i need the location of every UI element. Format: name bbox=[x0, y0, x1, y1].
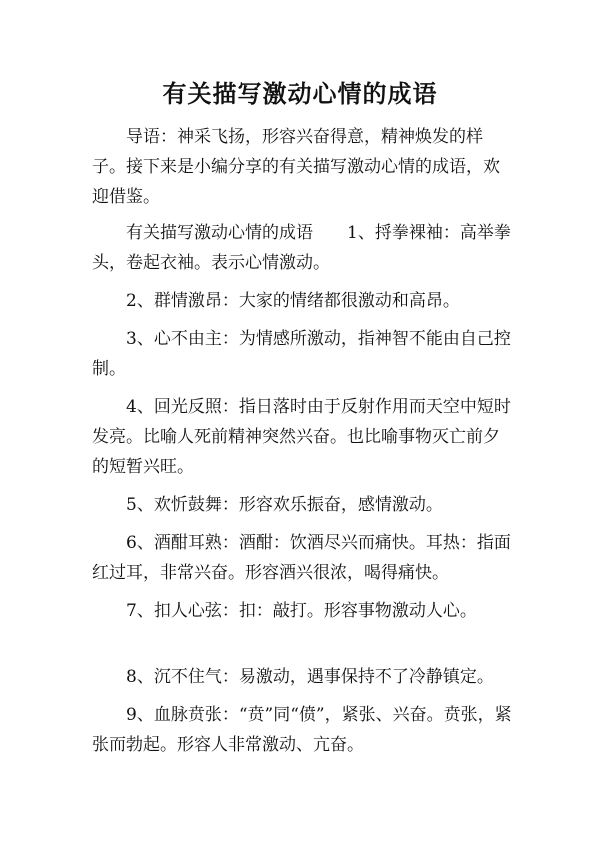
document-body bbox=[92, 122, 512, 760]
paragraph-intro: 导语：神采飞扬，形容兴奋得意，精神焕发的样子。接下来是小编分享的有关描写激动心情的成语，欢迎借鉴。 bbox=[92, 127, 500, 207]
paragraph-item-6: 6、酒酣耳熟：酒酣：饮酒尽兴而痛快。耳热：指面红过耳，非常兴奋。形容酒兴很浓，喝得痛快。 bbox=[92, 533, 511, 583]
paragraph-item-8: 8、沉不住气：易激动，遇事保持不了冷静镇定。 bbox=[126, 667, 494, 687]
paragraph-item-2: 2、群情激昂：大家的情绪都很激动和高昂。 bbox=[126, 291, 460, 311]
paragraph-item-5: 5、欢忻鼓舞：形容欢乐振奋，感情激动。 bbox=[126, 495, 443, 515]
paragraph-item-7: 7、扣人心弦：扣：敲打。形容事物激动人心。 bbox=[126, 601, 477, 621]
paragraph-item-4: 4、回光反照：指日落时由于反射作用而天空中短时发亮。比喻人死前精神突然兴奋。也比喻事物灭亡前夕的短暂兴旺。 bbox=[92, 397, 511, 477]
paragraph-item-1: 有关描写激动心情的成语 1、捋拳裸袖：高举拳头，卷起衣袖。表示心情激动。 bbox=[92, 223, 511, 273]
document-title: 有关描写激动心情的成语 bbox=[162, 80, 438, 108]
paragraph-item-9: 9、血脉贲张：“贲”同“偾”，紧张、兴奋。贲张，紧张而勃起。形容人非常激动、亢奋。 bbox=[92, 705, 512, 755]
paragraph-item-3: 3、心不由主：为情感所激动，指神智不能由自己控制。 bbox=[92, 329, 511, 379]
